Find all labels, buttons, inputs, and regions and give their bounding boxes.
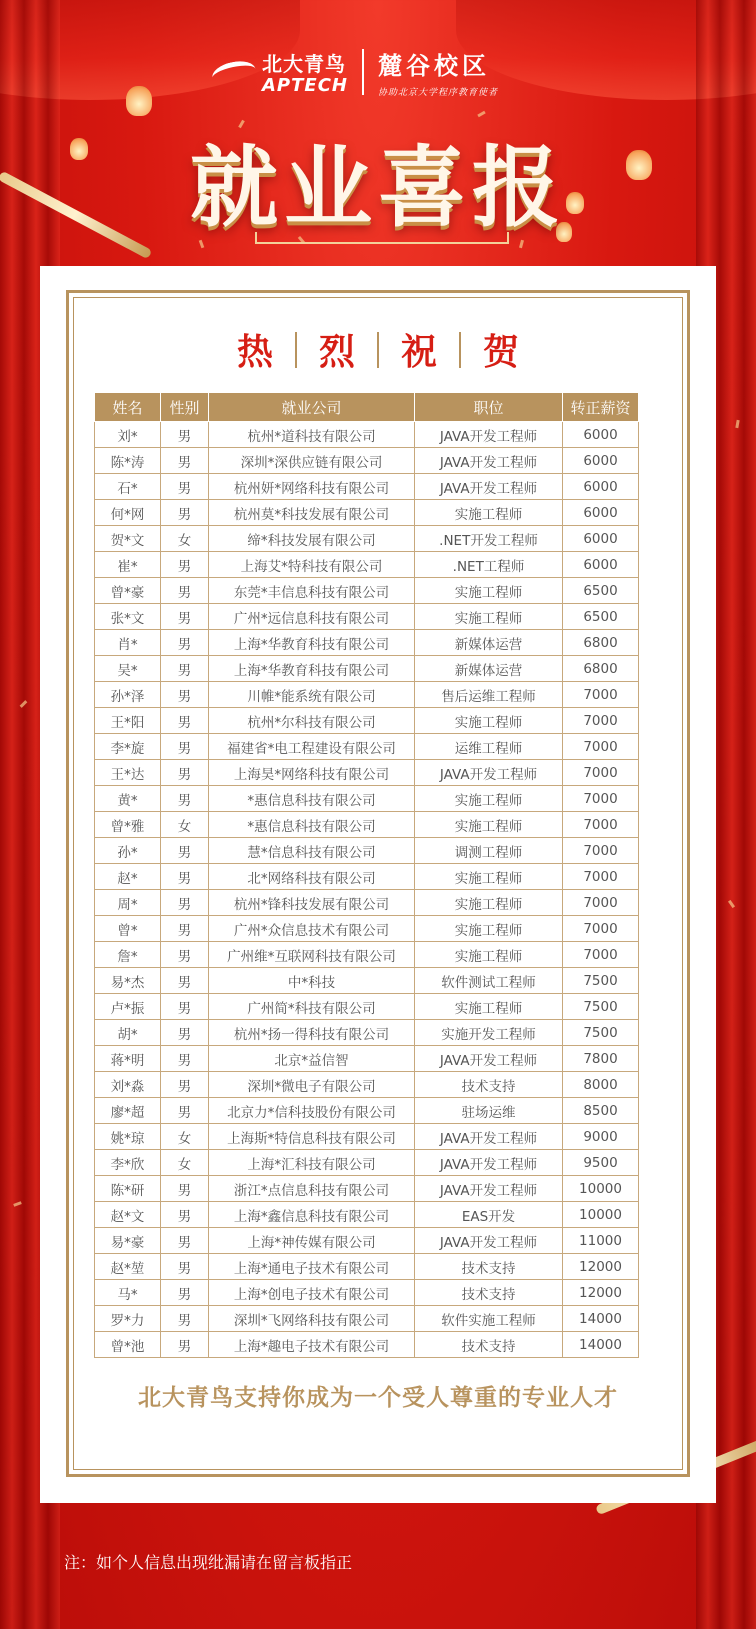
table-body — [95, 422, 639, 1358]
cell-gender: 女 — [161, 1150, 209, 1176]
table-row — [95, 526, 639, 552]
cell-company: 上海*汇科技有限公司 — [209, 1150, 415, 1176]
cell-gender: 男 — [161, 604, 209, 630]
cell-company: 杭州*道科技有限公司 — [209, 422, 415, 448]
cell-gender: 男 — [161, 1332, 209, 1358]
cell-company: 广州维*互联网科技有限公司 — [209, 942, 415, 968]
cell-gender: 男 — [161, 942, 209, 968]
cell-salary: 11000 — [563, 1228, 639, 1254]
table-row — [95, 1046, 639, 1072]
cell-name: 石* — [95, 474, 161, 500]
cell-name: 孙*泽 — [95, 682, 161, 708]
cell-company: 上海*趣电子技术有限公司 — [209, 1332, 415, 1358]
cell-gender: 男 — [161, 1072, 209, 1098]
cell-company: 福建省*电工程建设有限公司 — [209, 734, 415, 760]
table-row — [95, 604, 639, 630]
cell-gender: 男 — [161, 1280, 209, 1306]
cell-gender: 男 — [161, 1202, 209, 1228]
cell-position: 调测工程师 — [415, 838, 563, 864]
cell-position: JAVA开发工程师 — [415, 1176, 563, 1202]
cell-gender: 男 — [161, 682, 209, 708]
cell-position: JAVA开发工程师 — [415, 422, 563, 448]
table-row — [95, 1150, 639, 1176]
cell-gender: 男 — [161, 448, 209, 474]
column-header-company: 就业公司 — [209, 393, 415, 422]
logo-english-name: APTECH — [262, 75, 348, 96]
cell-salary: 6000 — [563, 500, 639, 526]
cell-position: 实施工程师 — [415, 994, 563, 1020]
cell-company: 上海*华教育科技有限公司 — [209, 656, 415, 682]
cell-position: 软件实施工程师 — [415, 1306, 563, 1332]
cell-name: 廖*超 — [95, 1098, 161, 1124]
table-row — [95, 916, 639, 942]
cell-company: 杭州莫*科技发展有限公司 — [209, 500, 415, 526]
table-row — [95, 734, 639, 760]
cell-gender: 男 — [161, 578, 209, 604]
cell-salary: 9500 — [563, 1150, 639, 1176]
cell-salary: 7000 — [563, 812, 639, 838]
cell-company: 深圳*飞网络科技有限公司 — [209, 1306, 415, 1332]
cell-gender: 男 — [161, 786, 209, 812]
cell-name: 马* — [95, 1280, 161, 1306]
cell-salary: 7000 — [563, 734, 639, 760]
cell-company: 深圳*深供应链有限公司 — [209, 448, 415, 474]
cell-name: 姚*琼 — [95, 1124, 161, 1150]
congrats-char: 贺 — [483, 331, 520, 373]
table-row — [95, 1306, 639, 1332]
cell-company: 慧*信息科技有限公司 — [209, 838, 415, 864]
cell-salary: 7000 — [563, 708, 639, 734]
cell-salary: 7000 — [563, 786, 639, 812]
cell-position: JAVA开发工程师 — [415, 1124, 563, 1150]
cell-name: 吴* — [95, 656, 161, 682]
cell-salary: 7800 — [563, 1046, 639, 1072]
congrats-char: 烈 — [318, 331, 355, 373]
bird-logo-icon — [212, 52, 258, 92]
cell-salary: 6000 — [563, 526, 639, 552]
cell-position: 实施工程师 — [415, 708, 563, 734]
logo-divider — [362, 49, 364, 95]
cell-company: 上海*创电子技术有限公司 — [209, 1280, 415, 1306]
table-row — [95, 474, 639, 500]
cell-company: 上海昊*网络科技有限公司 — [209, 760, 415, 786]
table-row — [95, 1280, 639, 1306]
cell-gender: 男 — [161, 422, 209, 448]
cell-salary: 6000 — [563, 474, 639, 500]
cell-salary: 6500 — [563, 604, 639, 630]
table-row — [95, 786, 639, 812]
cell-position: 实施工程师 — [415, 864, 563, 890]
cell-position: EAS开发 — [415, 1202, 563, 1228]
confetti — [477, 111, 485, 118]
cell-company: 深圳*微电子有限公司 — [209, 1072, 415, 1098]
cell-name: 陈*研 — [95, 1176, 161, 1202]
cell-position: .NET工程师 — [415, 552, 563, 578]
cell-name: 蒋*明 — [95, 1046, 161, 1072]
cell-company: 广州*众信息技术有限公司 — [209, 916, 415, 942]
cell-company: 杭州*锋科技发展有限公司 — [209, 890, 415, 916]
page-title: 就业喜报 — [189, 135, 566, 239]
table-row — [95, 578, 639, 604]
cell-gender: 男 — [161, 968, 209, 994]
footer-note: 注：如个人信息出现纰漏请在留言板指正 — [64, 1553, 353, 1572]
table-row — [95, 1020, 639, 1046]
table-row — [95, 422, 639, 448]
table-row — [95, 448, 639, 474]
cell-salary: 6000 — [563, 448, 639, 474]
cell-salary: 14000 — [563, 1306, 639, 1332]
cell-salary: 10000 — [563, 1176, 639, 1202]
column-header-salary: 转正薪资 — [563, 393, 639, 422]
cell-gender: 男 — [161, 1098, 209, 1124]
cell-gender: 男 — [161, 1228, 209, 1254]
cell-company: *惠信息科技有限公司 — [209, 812, 415, 838]
cell-company: 杭州妍*网络科技有限公司 — [209, 474, 415, 500]
cell-name: 赵* — [95, 864, 161, 890]
cell-name: 张*文 — [95, 604, 161, 630]
cell-company: 上海*鑫信息科技有限公司 — [209, 1202, 415, 1228]
table-row — [95, 1332, 639, 1358]
cell-position: JAVA开发工程师 — [415, 1150, 563, 1176]
cell-salary: 12000 — [563, 1280, 639, 1306]
table-row — [95, 552, 639, 578]
cell-company: 上海*通电子技术有限公司 — [209, 1254, 415, 1280]
cell-salary: 10000 — [563, 1202, 639, 1228]
cell-salary: 7000 — [563, 890, 639, 916]
cell-name: 陈*涛 — [95, 448, 161, 474]
table-row — [95, 682, 639, 708]
cell-company: 杭州*尔科技有限公司 — [209, 708, 415, 734]
cell-company: 上海*神传媒有限公司 — [209, 1228, 415, 1254]
cell-name: 王*达 — [95, 760, 161, 786]
cell-name: 黄* — [95, 786, 161, 812]
employment-table — [94, 392, 639, 1358]
cell-company: 上海*华教育科技有限公司 — [209, 630, 415, 656]
cell-position: 技术支持 — [415, 1332, 563, 1358]
campus-name: 麓谷校区 — [377, 51, 490, 80]
title-underline — [255, 232, 509, 244]
table-row — [95, 838, 639, 864]
table-row — [95, 1228, 639, 1254]
column-header-position: 职位 — [415, 393, 563, 422]
table-header-row — [95, 393, 639, 422]
table-row — [95, 942, 639, 968]
cell-name: 李*旋 — [95, 734, 161, 760]
cell-name: 王*阳 — [95, 708, 161, 734]
cell-salary: 14000 — [563, 1332, 639, 1358]
cell-name: 胡* — [95, 1020, 161, 1046]
table-row — [95, 994, 639, 1020]
table-row — [95, 1254, 639, 1280]
cell-position: JAVA开发工程师 — [415, 1228, 563, 1254]
table-row — [95, 708, 639, 734]
cell-gender: 男 — [161, 500, 209, 526]
cell-salary: 8500 — [563, 1098, 639, 1124]
cell-gender: 男 — [161, 474, 209, 500]
brand-logo — [212, 42, 552, 102]
cell-company: 北*网络科技有限公司 — [209, 864, 415, 890]
cell-salary: 6000 — [563, 552, 639, 578]
cell-position: 运维工程师 — [415, 734, 563, 760]
cell-gender: 男 — [161, 1254, 209, 1280]
cell-gender: 男 — [161, 838, 209, 864]
cell-position: 软件测试工程师 — [415, 968, 563, 994]
cell-gender: 男 — [161, 552, 209, 578]
table-row — [95, 890, 639, 916]
cell-gender: 男 — [161, 1046, 209, 1072]
cell-gender: 男 — [161, 1306, 209, 1332]
cell-position: 实施工程师 — [415, 786, 563, 812]
table-row — [95, 1124, 639, 1150]
cell-company: 北京力*信科技股份有限公司 — [209, 1098, 415, 1124]
cell-name: 贺*文 — [95, 526, 161, 552]
column-header-name: 姓名 — [95, 393, 161, 422]
cell-position: JAVA开发工程师 — [415, 448, 563, 474]
cell-gender: 男 — [161, 864, 209, 890]
cell-company: 广州*远信息科技有限公司 — [209, 604, 415, 630]
cell-name: 曾*池 — [95, 1332, 161, 1358]
cell-name: 曾*雅 — [95, 812, 161, 838]
cell-gender: 男 — [161, 916, 209, 942]
cell-salary: 7000 — [563, 916, 639, 942]
cell-name: 卢*振 — [95, 994, 161, 1020]
cell-name: 曾* — [95, 916, 161, 942]
cell-position: 实施开发工程师 — [415, 1020, 563, 1046]
table-row — [95, 968, 639, 994]
cell-name: 何*网 — [95, 500, 161, 526]
campus-subtitle: 协助北京大学程序教育使者 — [377, 88, 498, 98]
table-row — [95, 656, 639, 682]
table-row — [95, 1098, 639, 1124]
table-row — [95, 812, 639, 838]
cell-name: 赵*堃 — [95, 1254, 161, 1280]
cell-position: 技术支持 — [415, 1280, 563, 1306]
cell-company: 广州简*科技有限公司 — [209, 994, 415, 1020]
cell-name: 李*欣 — [95, 1150, 161, 1176]
table-row — [95, 1202, 639, 1228]
cell-salary: 9000 — [563, 1124, 639, 1150]
cell-position: 实施工程师 — [415, 942, 563, 968]
cell-salary: 7000 — [563, 838, 639, 864]
cell-company: 上海艾*特科技有限公司 — [209, 552, 415, 578]
cell-position: 技术支持 — [415, 1254, 563, 1280]
table-row — [95, 630, 639, 656]
cell-name: 易*豪 — [95, 1228, 161, 1254]
cell-name: 周* — [95, 890, 161, 916]
cell-position: 售后运维工程师 — [415, 682, 563, 708]
table-row — [95, 760, 639, 786]
cell-salary: 7500 — [563, 968, 639, 994]
cell-name: 刘*淼 — [95, 1072, 161, 1098]
cell-gender: 男 — [161, 994, 209, 1020]
cell-name: 易*杰 — [95, 968, 161, 994]
cell-name: 赵*文 — [95, 1202, 161, 1228]
cell-gender: 男 — [161, 890, 209, 916]
cell-position: JAVA开发工程师 — [415, 474, 563, 500]
cell-position: 实施工程师 — [415, 578, 563, 604]
table-row — [95, 1176, 639, 1202]
cell-position: .NET开发工程师 — [415, 526, 563, 552]
cell-company: *惠信息科技有限公司 — [209, 786, 415, 812]
slogan: 北大青鸟支持你成为一个受人尊重的专业人才 — [138, 1385, 618, 1411]
cell-salary: 6500 — [563, 578, 639, 604]
congrats-banner — [40, 324, 716, 375]
table-row — [95, 1072, 639, 1098]
cell-name: 崔* — [95, 552, 161, 578]
cell-company: 浙江*点信息科技有限公司 — [209, 1176, 415, 1202]
cell-gender: 男 — [161, 760, 209, 786]
cell-gender: 男 — [161, 656, 209, 682]
cell-gender: 男 — [161, 630, 209, 656]
cell-salary: 7000 — [563, 760, 639, 786]
cell-name: 肖* — [95, 630, 161, 656]
cell-gender: 女 — [161, 1124, 209, 1150]
cell-position: 新媒体运营 — [415, 656, 563, 682]
cell-position: 驻场运维 — [415, 1098, 563, 1124]
employment-card — [40, 266, 716, 1503]
cell-company: 中*科技 — [209, 968, 415, 994]
cell-salary: 12000 — [563, 1254, 639, 1280]
cell-name: 曾*豪 — [95, 578, 161, 604]
cell-company: 杭州*扬一得科技有限公司 — [209, 1020, 415, 1046]
cell-position: 实施工程师 — [415, 500, 563, 526]
congrats-char: 热 — [236, 331, 273, 373]
cell-salary: 6800 — [563, 630, 639, 656]
cell-salary: 7000 — [563, 864, 639, 890]
cell-position: 实施工程师 — [415, 916, 563, 942]
cell-position: 实施工程师 — [415, 812, 563, 838]
cell-gender: 女 — [161, 812, 209, 838]
cell-position: 新媒体运营 — [415, 630, 563, 656]
lantern-icon — [126, 86, 152, 116]
cell-salary: 8000 — [563, 1072, 639, 1098]
congrats-char: 祝 — [401, 331, 438, 373]
cell-name: 罗*力 — [95, 1306, 161, 1332]
cell-salary: 6000 — [563, 422, 639, 448]
column-header-gender: 性别 — [161, 393, 209, 422]
cell-company: 东莞*丰信息科技有限公司 — [209, 578, 415, 604]
cell-position: JAVA开发工程师 — [415, 1046, 563, 1072]
cell-gender: 女 — [161, 526, 209, 552]
cell-name: 刘* — [95, 422, 161, 448]
cell-position: 实施工程师 — [415, 890, 563, 916]
cell-position: 技术支持 — [415, 1072, 563, 1098]
cell-gender: 男 — [161, 1020, 209, 1046]
cell-gender: 男 — [161, 734, 209, 760]
table-row — [95, 500, 639, 526]
cell-name: 詹* — [95, 942, 161, 968]
cell-company: 川帷*能系统有限公司 — [209, 682, 415, 708]
cell-salary: 7000 — [563, 942, 639, 968]
cell-salary: 7500 — [563, 994, 639, 1020]
cell-company: 上海斯*特信息科技有限公司 — [209, 1124, 415, 1150]
cell-salary: 7500 — [563, 1020, 639, 1046]
table-row — [95, 864, 639, 890]
cell-position: JAVA开发工程师 — [415, 760, 563, 786]
cell-company: 北京*益信智 — [209, 1046, 415, 1072]
cell-salary: 7000 — [563, 682, 639, 708]
cell-name: 孙* — [95, 838, 161, 864]
logo-chinese-name: 北大青鸟 — [262, 52, 346, 76]
cell-position: 实施工程师 — [415, 604, 563, 630]
cell-gender: 男 — [161, 708, 209, 734]
cell-company: 缔*科技发展有限公司 — [209, 526, 415, 552]
cell-salary: 6800 — [563, 656, 639, 682]
cell-gender: 男 — [161, 1176, 209, 1202]
